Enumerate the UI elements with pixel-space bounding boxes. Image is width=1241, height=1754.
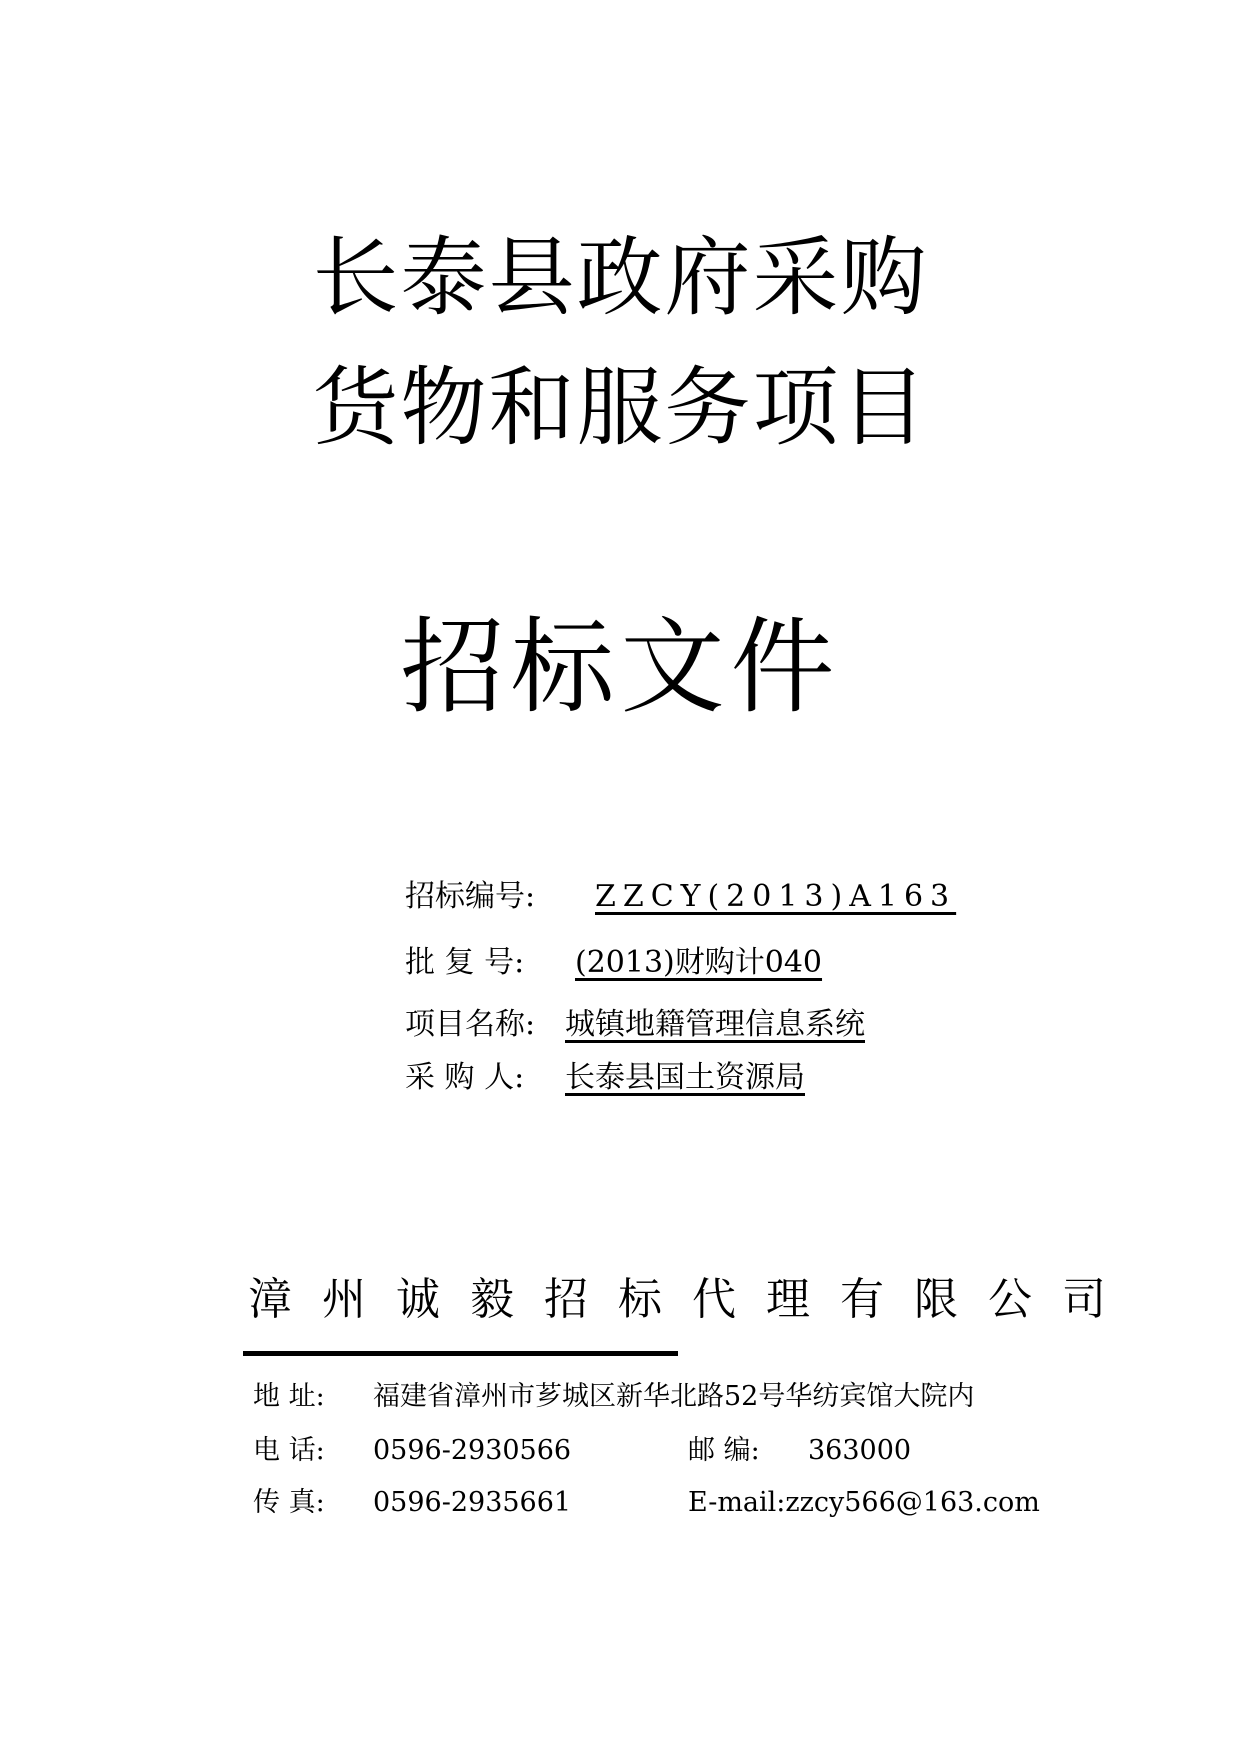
- approval-number-label: 批 复 号:: [405, 945, 525, 980]
- tender-number-value: ZZCY(2013)A163: [595, 879, 957, 914]
- email-value: zzcy566@163.com: [785, 1487, 1040, 1518]
- phone-label: 电 话:: [253, 1435, 325, 1466]
- project-name-label: 项目名称:: [405, 1007, 536, 1042]
- purchaser-row: [405, 1060, 805, 1095]
- tender-number-label: 招标编号:: [405, 879, 536, 914]
- purchaser-label: 采 购 人:: [405, 1060, 525, 1095]
- email-row: [688, 1489, 1040, 1516]
- phone-row: [253, 1437, 571, 1464]
- purchaser-value: 长泰县国土资源局: [565, 1060, 805, 1095]
- fax-label: 传 真:: [253, 1487, 325, 1518]
- tender-number-row: [405, 879, 957, 914]
- document-title: 招标文件: [400, 606, 841, 728]
- project-name-row: [405, 1007, 865, 1042]
- email-label: E-mail:: [688, 1487, 786, 1518]
- address-value: 福建省漳州市芗城区新华北路52号华纺宾馆大院内: [373, 1381, 975, 1412]
- approval-number-value: (2013)财购计040: [575, 945, 823, 980]
- approval-number-row: [405, 945, 823, 980]
- project-name-value: 城镇地籍管理信息系统: [565, 1007, 865, 1042]
- title-line-1: 长泰县政府采购: [312, 228, 929, 328]
- divider-rule: [243, 1351, 678, 1356]
- address-label: 地 址:: [253, 1381, 325, 1412]
- fax-value: 0596-2935661: [373, 1487, 572, 1518]
- postcode-row: [688, 1437, 911, 1464]
- fax-row: [253, 1489, 571, 1516]
- postcode-value: 363000: [808, 1435, 912, 1466]
- postcode-label: 邮 编:: [688, 1435, 760, 1466]
- phone-value: 0596-2930566: [373, 1435, 572, 1466]
- address-row: [253, 1383, 974, 1410]
- title-line-2: 货物和服务项目: [312, 358, 929, 458]
- company-name: 漳州诚毅招标代理有限公司: [248, 1274, 1136, 1325]
